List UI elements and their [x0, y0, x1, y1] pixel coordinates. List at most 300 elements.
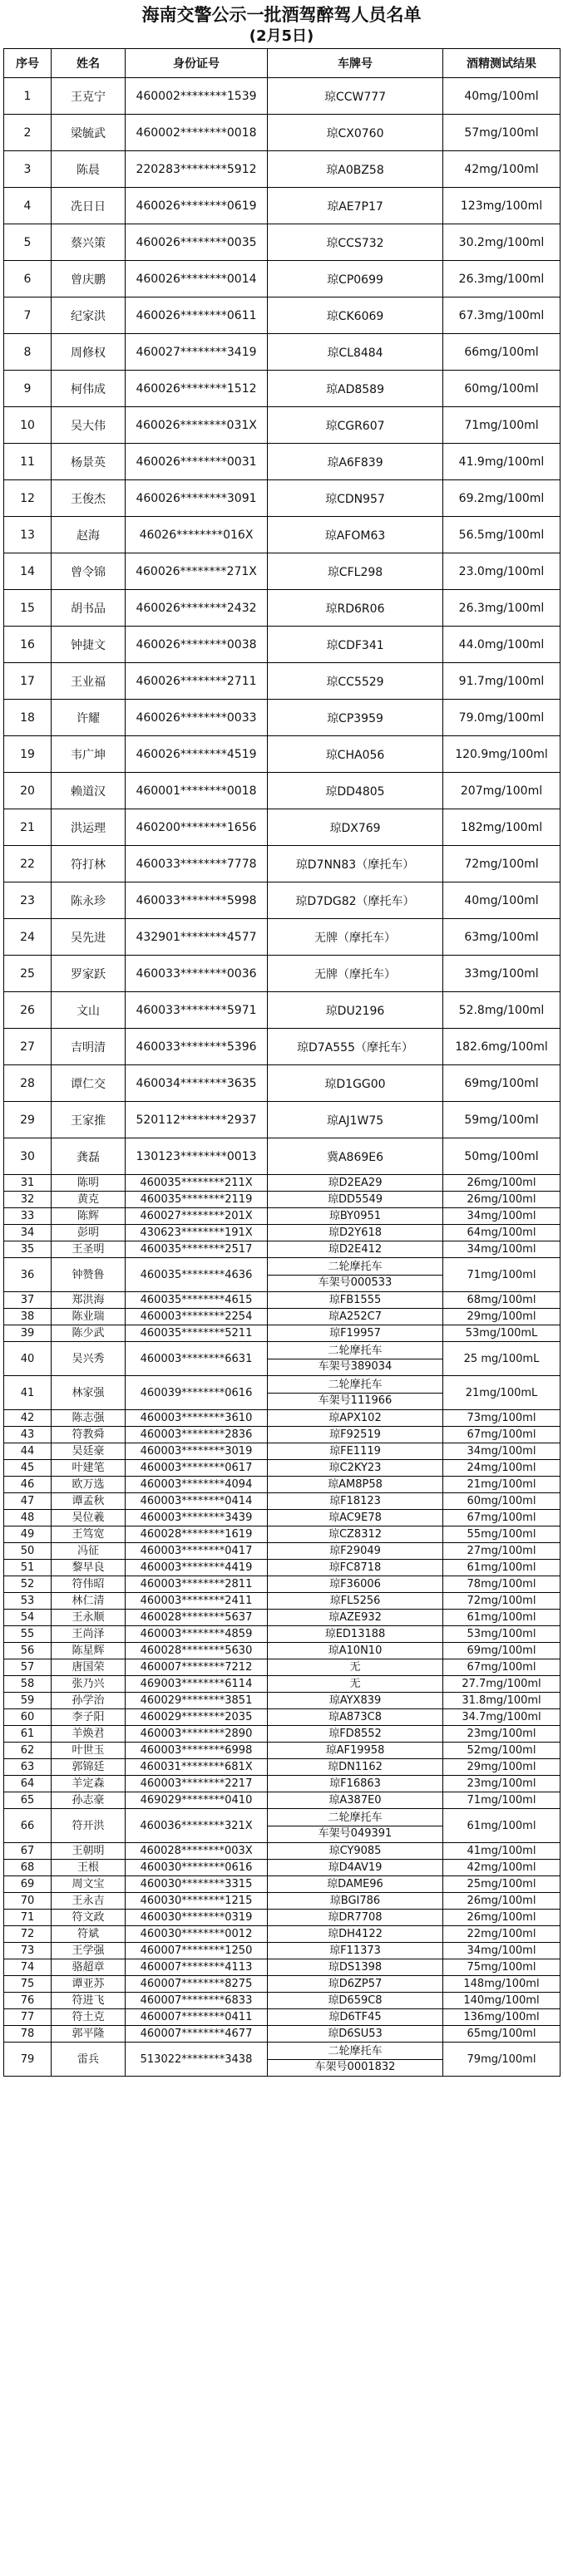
cell-id: 432901********4577	[126, 919, 268, 956]
cell-name: 符打林	[52, 846, 126, 882]
table-row	[4, 1626, 561, 1643]
cell-name: 陈永珍	[52, 882, 126, 919]
cell-number: 23	[4, 882, 52, 919]
cell-plate: 琼F16863	[268, 1776, 443, 1792]
cell-id: 460007********7212	[126, 1659, 268, 1676]
table-row	[4, 1659, 561, 1676]
cell-id: 469029********0410	[126, 1792, 268, 1809]
cell-id: 460003********0414	[126, 1493, 268, 1510]
cell-name: 羊焕君	[52, 1726, 126, 1743]
cell-plate: 琼F19957	[268, 1325, 443, 1342]
cell-name: 王根	[52, 1860, 126, 1876]
cell-plate: 琼D7DG82（摩托车）	[268, 882, 443, 919]
cell-result: 61mg/100ml	[443, 1809, 561, 1843]
cell-plate: 琼F36006	[268, 1576, 443, 1593]
cell-name: 柯伟成	[52, 371, 126, 407]
cell-plate: 琼C2KY23	[268, 1460, 443, 1477]
cell-plate: 琼A10N10	[268, 1643, 443, 1659]
cell-result: 148mg/100ml	[443, 1976, 561, 1993]
cell-number: 36	[4, 1258, 52, 1292]
table-row	[4, 1926, 561, 1943]
table-row	[4, 1792, 561, 1809]
cell-result: 23mg/100ml	[443, 1726, 561, 1743]
cell-result: 26.3mg/100ml	[443, 590, 561, 627]
cell-plate: 琼BGI786	[268, 1893, 443, 1910]
cell-result: 67mg/100ml	[443, 1427, 561, 1443]
cell-id: 460035********211X	[126, 1175, 268, 1192]
cell-result: 60mg/100ml	[443, 371, 561, 407]
table-header-row	[4, 49, 561, 78]
cell-plate: 琼FC8718	[268, 1560, 443, 1576]
cell-name: 胡书品	[52, 590, 126, 627]
cell-number: 68	[4, 1860, 52, 1876]
cell-number: 43	[4, 1427, 52, 1443]
table-row	[4, 1292, 561, 1309]
cell-result: 53mg/100ml	[443, 1626, 561, 1643]
cell-number: 62	[4, 1743, 52, 1759]
table-row	[4, 1693, 561, 1709]
cell-number: 20	[4, 773, 52, 809]
table-row	[4, 1843, 561, 1860]
cell-id: 460026********0611	[126, 297, 268, 334]
table-row	[4, 115, 561, 151]
cell-result: 123mg/100ml	[443, 188, 561, 224]
cell-name: 许耀	[52, 700, 126, 736]
cell-result: 56.5mg/100ml	[443, 517, 561, 553]
cell-number: 60	[4, 1709, 52, 1726]
table-row	[4, 1376, 561, 1410]
cell-number: 8	[4, 334, 52, 371]
cell-name: 符斌	[52, 1926, 126, 1943]
cell-id: 460033********0036	[126, 956, 268, 992]
table-row	[4, 1477, 561, 1493]
cell-number: 38	[4, 1309, 52, 1325]
cell-result: 26mg/100ml	[443, 1175, 561, 1192]
cell-id: 460039********0616	[126, 1376, 268, 1410]
cell-plate: 琼CFL298	[268, 553, 443, 590]
table-row	[4, 1576, 561, 1593]
table-row	[4, 1138, 561, 1175]
cell-number: 77	[4, 2009, 52, 2026]
cell-id: 46026********016X	[126, 517, 268, 553]
cell-name: 吴大伟	[52, 407, 126, 444]
cell-number: 46	[4, 1477, 52, 1493]
table-row	[4, 1225, 561, 1241]
cell-number: 26	[4, 992, 52, 1029]
cell-plate: 琼D7NN83（摩托车）	[268, 846, 443, 882]
cell-number: 39	[4, 1325, 52, 1342]
cell-number: 54	[4, 1610, 52, 1626]
table-row	[4, 2043, 561, 2077]
table-row	[4, 1726, 561, 1743]
cell-result: 50mg/100ml	[443, 1138, 561, 1175]
cell-name: 郭平隆	[52, 2026, 126, 2043]
cell-name: 符伟昭	[52, 1576, 126, 1593]
cell-id: 460028********1619	[126, 1526, 268, 1543]
cell-name: 洪运理	[52, 809, 126, 846]
cell-number: 71	[4, 1910, 52, 1926]
cell-id: 460035********5211	[126, 1325, 268, 1342]
cell-number: 16	[4, 627, 52, 663]
cell-name: 龚磊	[52, 1138, 126, 1175]
cell-id: 460026********271X	[126, 553, 268, 590]
cell-number: 12	[4, 480, 52, 517]
table-row	[4, 1410, 561, 1427]
drunk-driving-table	[3, 48, 561, 2077]
cell-number: 45	[4, 1460, 52, 1477]
table-row	[4, 1993, 561, 2009]
cell-result: 136mg/100ml	[443, 2009, 561, 2026]
cell-id: 460026********2432	[126, 590, 268, 627]
cell-id: 460026********0038	[126, 627, 268, 663]
table-row	[4, 1943, 561, 1959]
cell-result: 69.2mg/100ml	[443, 480, 561, 517]
cell-number: 75	[4, 1976, 52, 1993]
page-subtitle: (2月5日)	[249, 27, 314, 45]
cell-id: 460026********0014	[126, 261, 268, 297]
cell-name: 赵海	[52, 517, 126, 553]
cell-result: 78mg/100ml	[443, 1576, 561, 1593]
cell-plate: 琼ED13188	[268, 1626, 443, 1643]
cell-number: 74	[4, 1959, 52, 1976]
cell-plate: 琼D6TF45	[268, 2009, 443, 2026]
cell-result: 33mg/100ml	[443, 956, 561, 992]
cell-plate: 琼FB1555	[268, 1292, 443, 1309]
cell-id: 460003********3019	[126, 1443, 268, 1460]
table-row	[4, 1241, 561, 1258]
cell-plate: 无	[268, 1676, 443, 1693]
cell-id: 460007********0411	[126, 2009, 268, 2026]
cell-number: 15	[4, 590, 52, 627]
cell-id: 460026********0031	[126, 444, 268, 480]
table-row	[4, 992, 561, 1029]
cell-id: 460033********5971	[126, 992, 268, 1029]
cell-id: 460200********1656	[126, 809, 268, 846]
cell-plate: 琼CP3959	[268, 700, 443, 736]
cell-plate: 琼CCS732	[268, 224, 443, 261]
cell-name: 谭仁交	[52, 1065, 126, 1102]
cell-name: 林仁清	[52, 1593, 126, 1610]
cell-result: 41.9mg/100ml	[443, 444, 561, 480]
cell-number: 47	[4, 1493, 52, 1510]
cell-number: 48	[4, 1510, 52, 1526]
cell-number: 42	[4, 1410, 52, 1427]
plate-vehicle-type: 二轮摩托车	[328, 2044, 383, 2057]
cell-result: 27mg/100ml	[443, 1543, 561, 1560]
cell-plate: 琼AM8P58	[268, 1477, 443, 1493]
cell-plate: 琼DU2196	[268, 992, 443, 1029]
cell-name: 吴兴秀	[52, 1342, 126, 1376]
table-row	[4, 1460, 561, 1477]
cell-result: 34mg/100ml	[443, 1241, 561, 1258]
cell-number: 57	[4, 1659, 52, 1676]
cell-result: 25mg/100ml	[443, 1876, 561, 1893]
cell-plate: 琼DX769	[268, 809, 443, 846]
cell-plate: 琼CHA056	[268, 736, 443, 773]
cell-name: 符文政	[52, 1910, 126, 1926]
cell-number: 28	[4, 1065, 52, 1102]
table-row	[4, 1809, 561, 1843]
plate-vehicle-type: 二轮摩托车	[328, 1260, 383, 1273]
cell-id: 460026********3091	[126, 480, 268, 517]
plate-frame-number: 车架号389034	[268, 1359, 442, 1374]
cell-result: 23mg/100ml	[443, 1776, 561, 1792]
cell-id: 460026********1512	[126, 371, 268, 407]
cell-plate: 琼DS1398	[268, 1959, 443, 1976]
cell-name: 王朝明	[52, 1843, 126, 1860]
cell-number: 33	[4, 1208, 52, 1225]
cell-id: 460026********2711	[126, 663, 268, 700]
cell-name: 谭孟秋	[52, 1493, 126, 1510]
cell-number: 18	[4, 700, 52, 736]
table-row	[4, 1759, 561, 1776]
cell-number: 73	[4, 1943, 52, 1959]
cell-result: 79.0mg/100ml	[443, 700, 561, 736]
cell-plate: 琼FD8552	[268, 1726, 443, 1743]
cell-id: 430623********191X	[126, 1225, 268, 1241]
table-row	[4, 1543, 561, 1560]
plate-vehicle-type: 二轮摩托车	[328, 1811, 383, 1824]
cell-plate: 琼F11373	[268, 1943, 443, 1959]
plate-frame-number: 车架号0001832	[268, 2059, 442, 2075]
cell-id: 460002********0018	[126, 115, 268, 151]
table-row	[4, 1342, 561, 1376]
table-row	[4, 1208, 561, 1225]
cell-number: 56	[4, 1643, 52, 1659]
cell-plate	[268, 1809, 443, 1843]
cell-id: 460007********1250	[126, 1943, 268, 1959]
cell-name: 王学强	[52, 1943, 126, 1959]
table-row	[4, 663, 561, 700]
table-row	[4, 956, 561, 992]
cell-plate: 琼AJ1W75	[268, 1102, 443, 1138]
table-row	[4, 1526, 561, 1543]
cell-name: 郭锦廷	[52, 1759, 126, 1776]
cell-plate: 琼A387E0	[268, 1792, 443, 1809]
cell-number: 31	[4, 1175, 52, 1192]
cell-id: 520112********2937	[126, 1102, 268, 1138]
cell-number: 34	[4, 1225, 52, 1241]
cell-id: 460026********0619	[126, 188, 268, 224]
cell-result: 30.2mg/100ml	[443, 224, 561, 261]
table-row	[4, 334, 561, 371]
cell-plate: 琼DH4122	[268, 1926, 443, 1943]
cell-number: 50	[4, 1543, 52, 1560]
cell-plate: 琼DR7708	[268, 1910, 443, 1926]
cell-id: 460027********3419	[126, 334, 268, 371]
table-row	[4, 1560, 561, 1576]
table-row	[4, 1876, 561, 1893]
table-row	[4, 1029, 561, 1065]
cell-id: 460003********2890	[126, 1726, 268, 1743]
table-row	[4, 1776, 561, 1792]
cell-result: 140mg/100ml	[443, 1993, 561, 2009]
cell-id: 460002********1539	[126, 78, 268, 115]
cell-id: 460029********3851	[126, 1693, 268, 1709]
cell-plate: 琼APX102	[268, 1410, 443, 1427]
cell-plate	[268, 2043, 443, 2077]
table-row	[4, 553, 561, 590]
cell-id: 460031********681X	[126, 1759, 268, 1776]
cell-result: 24mg/100ml	[443, 1460, 561, 1477]
cell-result: 26.3mg/100ml	[443, 261, 561, 297]
plate-vehicle-type: 二轮摩托车	[328, 1344, 383, 1357]
cell-number: 51	[4, 1560, 52, 1576]
cell-name: 陈志强	[52, 1410, 126, 1427]
cell-id: 460033********7778	[126, 846, 268, 882]
cell-name: 陈明	[52, 1175, 126, 1192]
cell-id: 460028********003X	[126, 1843, 268, 1860]
table-row	[4, 407, 561, 444]
cell-result: 66mg/100ml	[443, 334, 561, 371]
cell-result: 25 mg/100mL	[443, 1342, 561, 1376]
table-row	[4, 2026, 561, 2043]
table-row	[4, 151, 561, 188]
table-row	[4, 1893, 561, 1910]
cell-result: 71mg/100ml	[443, 407, 561, 444]
cell-result: 60mg/100ml	[443, 1493, 561, 1510]
plate-vehicle-type: 二轮摩托车	[328, 1378, 383, 1391]
cell-id: 460007********4677	[126, 2026, 268, 2043]
cell-result: 71mg/100ml	[443, 1258, 561, 1292]
cell-number: 14	[4, 553, 52, 590]
cell-result: 64mg/100ml	[443, 1225, 561, 1241]
cell-number: 78	[4, 2026, 52, 2043]
cell-name: 林家强	[52, 1376, 126, 1410]
cell-id: 460027********201X	[126, 1208, 268, 1225]
cell-result: 53mg/100mL	[443, 1325, 561, 1342]
cell-name: 王克宁	[52, 78, 126, 115]
cell-result: 23.0mg/100ml	[443, 553, 561, 590]
cell-id: 460035********4636	[126, 1258, 268, 1292]
cell-id: 460003********3439	[126, 1510, 268, 1526]
cell-result: 21mg/100ml	[443, 1477, 561, 1493]
cell-result: 68mg/100ml	[443, 1292, 561, 1309]
cell-id: 460028********5630	[126, 1643, 268, 1659]
cell-id: 460030********0012	[126, 1926, 268, 1943]
cell-plate: 琼A252C7	[268, 1309, 443, 1325]
table-row	[4, 736, 561, 773]
cell-name: 韦广坤	[52, 736, 126, 773]
cell-plate: 琼BY0951	[268, 1208, 443, 1225]
cell-plate: 琼D6ZP57	[268, 1976, 443, 1993]
cell-name: 冯征	[52, 1543, 126, 1560]
table-row	[4, 188, 561, 224]
cell-number: 1	[4, 78, 52, 115]
cell-id: 460030********0319	[126, 1910, 268, 1926]
cell-name: 陈晨	[52, 151, 126, 188]
cell-name: 冼日日	[52, 188, 126, 224]
cell-plate	[268, 1342, 443, 1376]
table-row	[4, 480, 561, 517]
cell-id: 460035********2517	[126, 1241, 268, 1258]
cell-id: 460003********0617	[126, 1460, 268, 1477]
cell-plate: 琼CP0699	[268, 261, 443, 297]
cell-result: 22mg/100ml	[443, 1926, 561, 1943]
cell-number: 69	[4, 1876, 52, 1893]
table-row	[4, 1258, 561, 1292]
cell-plate: 琼CC5529	[268, 663, 443, 700]
cell-number: 32	[4, 1192, 52, 1208]
cell-name: 王笃宽	[52, 1526, 126, 1543]
cell-result: 59mg/100ml	[443, 1102, 561, 1138]
cell-plate: 琼FL5256	[268, 1593, 443, 1610]
cell-plate: 无牌（摩托车）	[268, 956, 443, 992]
cell-result: 73mg/100ml	[443, 1410, 561, 1427]
cell-plate	[268, 1258, 443, 1292]
cell-plate: 琼RD6R06	[268, 590, 443, 627]
cell-name: 黎早良	[52, 1560, 126, 1576]
cell-id: 460036********321X	[126, 1809, 268, 1843]
cell-id: 460026********0033	[126, 700, 268, 736]
cell-number: 59	[4, 1693, 52, 1709]
cell-name: 曾令锦	[52, 553, 126, 590]
cell-result: 34mg/100ml	[443, 1943, 561, 1959]
cell-id: 460003********0417	[126, 1543, 268, 1560]
cell-name: 赖道汉	[52, 773, 126, 809]
cell-number: 37	[4, 1292, 52, 1309]
cell-plate: 琼A0BZ58	[268, 151, 443, 188]
cell-result: 44.0mg/100ml	[443, 627, 561, 663]
cell-number: 61	[4, 1726, 52, 1743]
table-row	[4, 1427, 561, 1443]
table-row	[4, 1959, 561, 1976]
table-row	[4, 846, 561, 882]
cell-id: 460030********0616	[126, 1860, 268, 1876]
cell-number: 49	[4, 1526, 52, 1543]
column-header-id: 身份证号	[126, 49, 268, 78]
table-row	[4, 1510, 561, 1526]
cell-plate: 琼AD8589	[268, 371, 443, 407]
cell-result: 34mg/100ml	[443, 1443, 561, 1460]
cell-name: 雷兵	[52, 2043, 126, 2077]
cell-result: 72mg/100ml	[443, 846, 561, 882]
cell-number: 76	[4, 1993, 52, 2009]
cell-result: 67.3mg/100ml	[443, 297, 561, 334]
table-row	[4, 78, 561, 115]
cell-id: 460030********3315	[126, 1876, 268, 1893]
cell-number: 35	[4, 1241, 52, 1258]
table-row	[4, 1102, 561, 1138]
cell-name: 骆超章	[52, 1959, 126, 1976]
cell-result: 120.9mg/100ml	[443, 736, 561, 773]
cell-id: 460026********0035	[126, 224, 268, 261]
cell-number: 21	[4, 809, 52, 846]
cell-id: 460035********4615	[126, 1292, 268, 1309]
cell-id: 460030********1215	[126, 1893, 268, 1910]
cell-number: 5	[4, 224, 52, 261]
cell-id: 460007********4113	[126, 1959, 268, 1976]
cell-id: 460026********031X	[126, 407, 268, 444]
cell-result: 52.8mg/100ml	[443, 992, 561, 1029]
cell-plate: 琼D4AV19	[268, 1860, 443, 1876]
cell-number: 10	[4, 407, 52, 444]
cell-result: 26mg/100ml	[443, 1910, 561, 1926]
cell-plate: 琼CCW777	[268, 78, 443, 115]
table-row	[4, 1493, 561, 1510]
table-row	[4, 1976, 561, 1993]
cell-number: 17	[4, 663, 52, 700]
table-row	[4, 1325, 561, 1342]
cell-plate: 琼D7A555（摩托车）	[268, 1029, 443, 1065]
cell-plate: 琼F29049	[268, 1543, 443, 1560]
column-header-name: 姓名	[52, 49, 126, 78]
cell-name: 陈辉	[52, 1208, 126, 1225]
cell-plate: 琼CL8484	[268, 334, 443, 371]
cell-name: 王家推	[52, 1102, 126, 1138]
cell-result: 63mg/100ml	[443, 919, 561, 956]
cell-id: 460003********2254	[126, 1309, 268, 1325]
